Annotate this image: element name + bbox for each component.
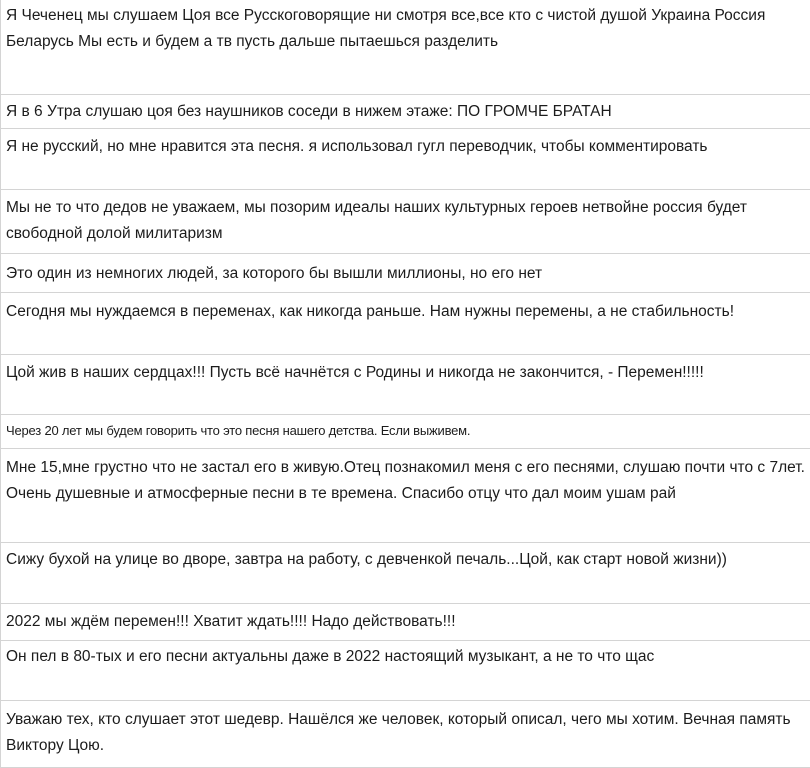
comment-row[interactable]: Через 20 лет мы будем говорить что это песня нашего детства. Если выживем. [1,415,810,449]
comment-row[interactable]: Это один из немногих людей, за которого бы вышли миллионы, но его нет [1,254,810,293]
comment-row[interactable]: Цой жив в наших сердцах!!! Пусть всё начнётся с Родины и никогда не закончится, - Перемен!!!!! [1,355,810,415]
comment-row[interactable]: Уважаю тех, кто слушает этот шедевр. Нашёлся же человек, который описал, чего мы хотим. Вечная память Виктору Цою. [1,701,810,768]
comment-row[interactable]: Я в 6 Утра слушаю цоя без наушников соседи в нижем этаже: ПО ГРОМЧЕ БРАТАН [1,95,810,129]
comment-row[interactable]: Мне 15,мне грустно что не застал его в живую.Отец познакомил меня с его песнями, слушаю почти что с 7лет. Очень душевные и атмосферные песни в те времена. Спасибо отцу что дал моим ушам рай [1,449,810,543]
comment-row[interactable]: 2022 мы ждём перемен!!! Хватит ждать!!!! Надо действовать!!! [1,604,810,641]
comment-row[interactable]: Мы не то что дедов не уважаем, мы позорим идеалы наших культурных героев нетвойне россия будет свободной долой милитаризм [1,190,810,254]
comment-row[interactable]: Сижу бухой на улице во дворе, завтра на работу, с девченкой печаль...Цой, как старт новой жизни)) [1,543,810,604]
comment-row[interactable]: Он пел в 80-тых и его песни актуальны даже в 2022 настоящий музыкант, а не то что щас [1,641,810,701]
comment-row[interactable]: Я не русский, но мне нравится эта песня. я использовал гугл переводчик, чтобы комментировать [1,129,810,190]
comment-row[interactable]: Я Чеченец мы слушаем Цоя все Русскоговорящие ни смотря все,все кто с чистой душой Украина Россия Беларусь Мы есть и будем а тв пусть дальше пытаешься разделить [1,0,810,95]
comment-row[interactable]: Сегодня мы нуждаемся в переменах, как никогда раньше. Нам нужны перемены, а не стабильность! [1,293,810,355]
